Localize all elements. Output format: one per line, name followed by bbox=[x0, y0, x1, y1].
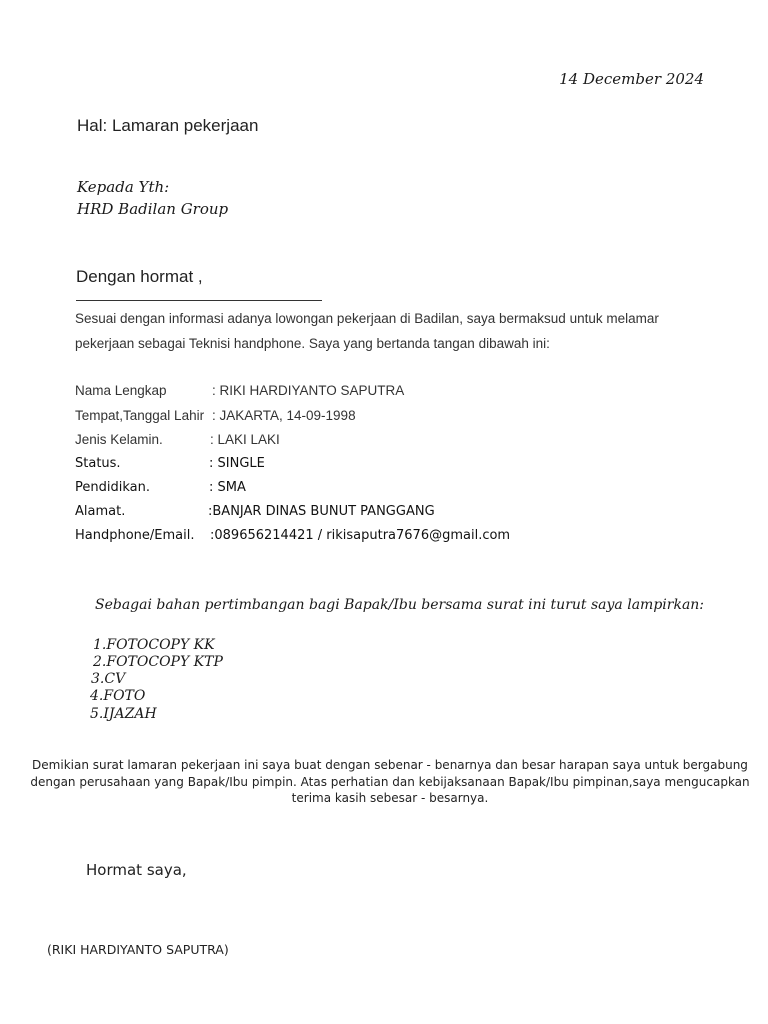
greeting-underline bbox=[76, 300, 322, 301]
field-label: Status. bbox=[75, 456, 121, 471]
field-value: : JAKARTA, 14-09-1998 bbox=[212, 408, 356, 423]
recipient-company: HRD Badilan Group bbox=[77, 200, 229, 218]
field-value: :BANJAR DINAS BUNUT PANGGANG bbox=[208, 504, 435, 519]
attachment-item: 3.CV bbox=[91, 671, 126, 687]
field-address bbox=[75, 504, 435, 519]
field-label: Pendidikan. bbox=[75, 480, 150, 495]
field-label: Jenis Kelamin. bbox=[75, 432, 163, 447]
greeting: Dengan hormat , bbox=[76, 267, 203, 286]
field-label: Alamat. bbox=[75, 504, 126, 519]
attachments-intro: Sebagai bahan pertimbangan bagi Bapak/Ibu bersama surat ini turut saya lampirkan: bbox=[95, 597, 705, 613]
letter-subject: Hal: Lamaran pekerjaan bbox=[77, 116, 259, 135]
attachment-item: 4.FOTO bbox=[90, 688, 146, 704]
field-label: Tempat,Tanggal Lahir bbox=[75, 408, 205, 423]
field-education bbox=[75, 480, 246, 495]
field-value: : SMA bbox=[209, 480, 246, 495]
field-label: Handphone/Email. bbox=[75, 528, 195, 543]
recipient-line: Kepada Yth: bbox=[77, 178, 170, 196]
intro-line: Sesuai dengan informasi adanya lowongan pekerjaan di Badilan, saya bermaksud untuk melamar bbox=[75, 311, 659, 326]
field-value: :089656214421 / rikisaputra7676@gmail.com bbox=[210, 528, 511, 543]
field-value: : RIKI HARDIYANTO SAPUTRA bbox=[212, 383, 405, 398]
letter-date: 14 December 2024 bbox=[559, 70, 704, 88]
closing-paragraph: Demikian surat lamaran pekerjaan ini saya buat dengan sebenar - benarnya dan besar harapan saya untuk bergabung dengan perusahaan yang Bapak/Ibu pimpin. Atas perhatian dan kebijaksanaan Bapak/Ibu pimpinan,saya mengucapkan terima kasih sebesar - besarnya. bbox=[30, 758, 750, 806]
field-label: Nama Lengkap bbox=[75, 383, 167, 398]
attachment-item: 5.IJAZAH bbox=[90, 706, 157, 722]
field-phone-email bbox=[75, 528, 511, 543]
attachment-item: 1.FOTOCOPY KK bbox=[93, 637, 215, 653]
field-value: : SINGLE bbox=[209, 456, 265, 471]
attachment-item: 2.FOTOCOPY KTP bbox=[93, 654, 223, 670]
signature-name: (RIKI HARDIYANTO SAPUTRA) bbox=[47, 942, 229, 957]
field-full-name bbox=[75, 383, 405, 398]
field-status bbox=[75, 456, 265, 471]
intro-line: pekerjaan sebagai Teknisi handphone. Saya yang bertanda tangan dibawah ini: bbox=[75, 336, 550, 351]
field-gender bbox=[75, 432, 280, 447]
field-value: : LAKI LAKI bbox=[210, 432, 280, 447]
regards: Hormat saya, bbox=[86, 861, 187, 879]
field-birth-place-date bbox=[75, 408, 356, 423]
